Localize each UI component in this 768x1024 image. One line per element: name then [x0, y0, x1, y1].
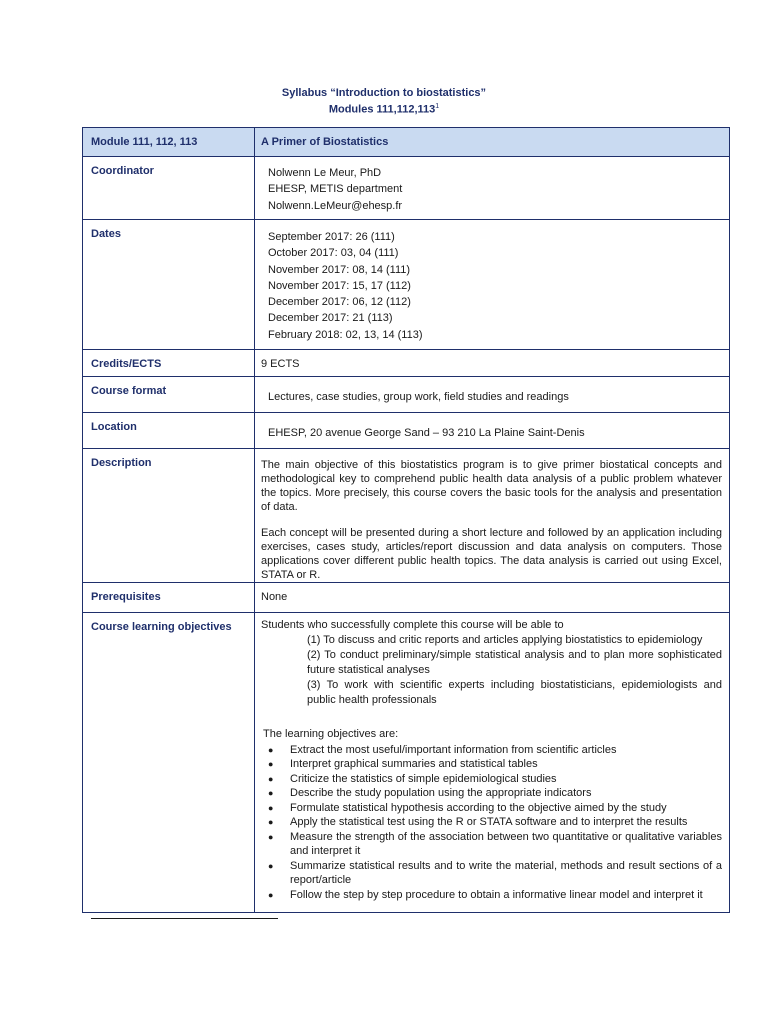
list-item: ● Formulate statistical hypothesis according to the objective aimed by the study: [268, 801, 667, 814]
location-label: Location: [83, 413, 255, 449]
objective-item: (1) To discuss and critic reports and articles applying biostatistics to epidemiology: [307, 634, 703, 647]
header-row: [83, 128, 730, 157]
bullet-icon: ●: [268, 802, 274, 813]
dates-row: [83, 220, 730, 350]
header-value: A Primer of Biostatistics: [255, 128, 730, 157]
bullet-icon: ●: [268, 759, 274, 770]
date-line: December 2017: 21 (113): [268, 312, 393, 325]
date-line: September 2017: 26 (111): [268, 231, 395, 243]
bullet-icon: ●: [268, 831, 274, 842]
date-line: November 2017: 08, 14 (111): [268, 263, 411, 276]
date-line: December 2017: 06, 12 (112): [268, 296, 411, 309]
coordinator-department: EHESP, METIS department: [268, 183, 403, 196]
location-row: [83, 413, 730, 449]
prerequisites-label: Prerequisites: [83, 583, 255, 613]
objectives-intro: Students who successfully complete this course will be able to: [261, 619, 564, 631]
list-item: ● Extract the most useful/important information from scientific articles: [268, 743, 617, 756]
format-value: Lectures, case studies, group work, field studies and readings: [268, 391, 569, 403]
coordinator-info: [261, 157, 722, 214]
header-label: Module 111, 112, 113: [83, 128, 255, 157]
bullet-icon: ●: [268, 744, 274, 755]
footnote-separator: [91, 918, 278, 919]
credits-label: Credits/ECTS: [83, 350, 255, 377]
list-item: ● Criticize the statistics of simple epidemiological studies: [268, 772, 557, 785]
list-item: ● Apply the statistical test using the R or STATA software and to interpret the results: [268, 816, 688, 829]
date-line: February 2018: 02, 13, 14 (113): [268, 328, 423, 341]
date-line: November 2017: 15, 17 (112): [268, 279, 411, 292]
title-modules: Modules 111,112,113: [328, 103, 436, 116]
credits-value: 9 ECTS: [261, 358, 300, 370]
title-line-2: [0, 100, 768, 117]
document-title: [0, 86, 768, 117]
bullet-icon: ●: [268, 817, 274, 828]
list-item: ● Measure the strength of the association between two quantitative or qualitative variables and interpret it: [268, 830, 722, 858]
objective-item: (3) To work with scientific experts including biostatisticians, epidemiologists and public health professionals: [307, 679, 722, 707]
list-item: ● Follow the step by step procedure to obtain a informative linear model and interpret it: [268, 888, 703, 901]
list-item: ● Summarize statistical results and to write the material, methods and result sections of a report/article: [268, 859, 722, 887]
coordinator-label: Coordinator: [83, 157, 255, 220]
description-paragraph-2: Each concept will be presented during a short lecture and followed by an application including exercises, cases study, articles/report discussion and data analysis on computers. Those applications cover different public health topics. The data analysis is carried out using Excel, STATA or R.: [261, 527, 722, 581]
prerequisites-value: None: [261, 591, 288, 603]
objectives-label: Course learning objectives: [83, 613, 255, 913]
date-line: October 2017: 03, 04 (111): [268, 247, 399, 260]
syllabus-table: [82, 127, 730, 913]
bullet-icon: ●: [268, 788, 274, 799]
objective-item: (2) To conduct preliminary/simple statistical analysis and to plan more sophisticated future statistical analyses: [307, 649, 722, 677]
bullet-icon: ●: [268, 889, 274, 900]
list-item: ● Describe the study population using the appropriate indicators: [268, 787, 592, 800]
footnote-mark: 1: [435, 103, 440, 110]
prerequisites-row: [83, 583, 730, 613]
bullet-icon: ●: [268, 860, 274, 871]
objectives-row: [83, 613, 730, 913]
dates-label: Dates: [83, 220, 255, 350]
format-label: Course format: [83, 377, 255, 413]
list-item: ● Interpret graphical summaries and statistical tables: [268, 758, 538, 771]
format-row: [83, 377, 730, 413]
title-line-1: Syllabus “Introduction to biostatistics”: [281, 87, 487, 99]
dates-list: [261, 220, 722, 343]
location-value: EHESP, 20 avenue George Sand – 93 210 La Plaine Saint-Denis: [268, 427, 585, 439]
description-label: Description: [83, 449, 255, 583]
credits-row: [83, 350, 730, 377]
description-paragraph-1: The main objective of this biostatistics program is to give primer biostatical concepts and methodological key to comprehend public health data analysis of a public problem whatever the topics. More precisely, this course covers the basic tools for the analysis and presentation of data.: [261, 459, 722, 513]
bullet-icon: ●: [268, 773, 274, 784]
description-row: [83, 449, 730, 583]
learning-objectives-list: [261, 743, 722, 903]
coordinator-row: [83, 157, 730, 220]
coordinator-name: Nolwenn Le Meur, PhD: [268, 167, 382, 179]
learning-objectives-intro: The learning objectives are:: [263, 728, 399, 741]
coordinator-email: Nolwenn.LeMeur@ehesp.fr: [268, 199, 403, 212]
